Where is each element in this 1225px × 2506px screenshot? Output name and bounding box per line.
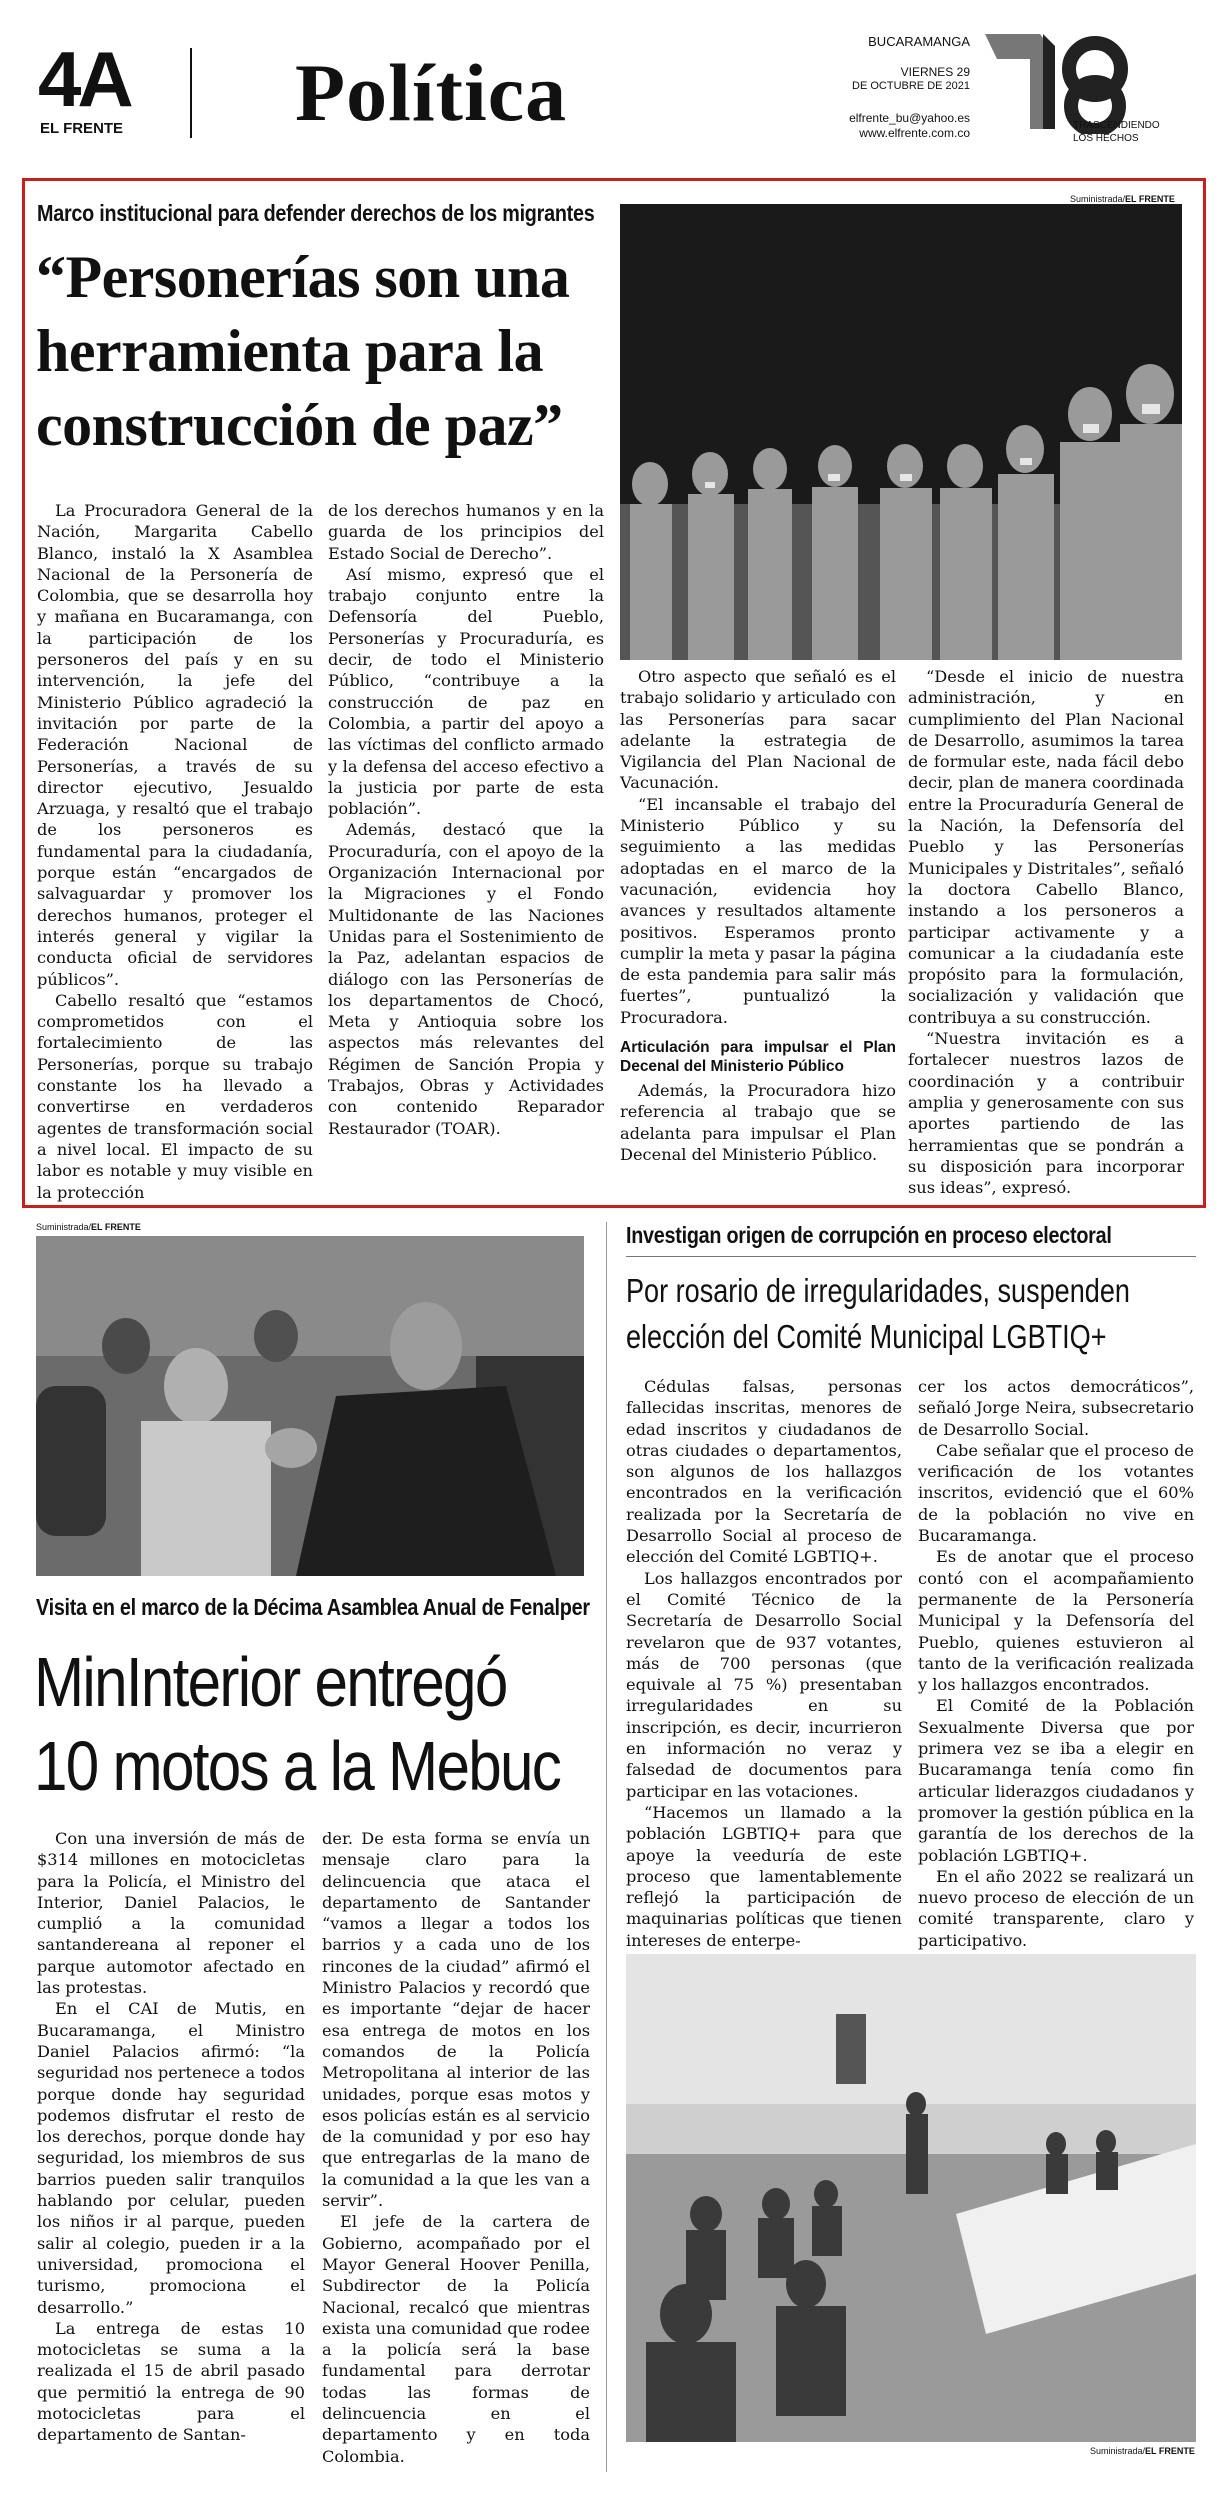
paragraph: En el año 2022 se realizará un nuevo proceso de elección de un comité transparente, claro y participativo. [918, 1866, 1194, 1950]
email[interactable]: elfrente_bu@yahoo.es [849, 111, 970, 125]
article3-column-2 [918, 1376, 1194, 1951]
article1-photo [620, 204, 1182, 660]
article2-photo-credit [36, 1222, 141, 1232]
paragraph: Otro aspecto que señaló es el trabajo solidario y articulado con las Personerías para sacar adelante la estrategia de Vigilancia del Plan Nacional de Vacunación. [620, 667, 896, 793]
article2-kicker: Visita en el marco de la Décima Asamblea Anual de Fenalper [36, 1594, 590, 1620]
officials-photo-icon [620, 204, 1182, 660]
article1-headline [36, 240, 616, 462]
article1-subhead: Articulación para impulsar el Plan Decenal del Ministerio Público [620, 1039, 896, 1076]
paragraph: Con una inversión de más de $314 millones en motocicletas para la Policía, el Ministro del Interior, Daniel Palacios, le cumplió a la comunidad santandereana al reponer el parque automotor afectado en las protestas. [37, 1829, 305, 1998]
article2-headline [34, 1640, 594, 1808]
date-block [800, 34, 970, 141]
article2-photo [36, 1236, 584, 1576]
paragraph: “Nuestra invitación es a fortalecer nuestros lazos de coordinación y a contribuir amplia y generosamente con sus aportes partiendo de las herramientas que se pondrán a su disposición para incorporar sus ideas”, expresó. [908, 1029, 1184, 1198]
article1-column-4 [908, 666, 1184, 1198]
article1-headline-line1: “Personerías son una [36, 244, 570, 310]
meeting-room-photo-icon [626, 1954, 1196, 2442]
article1-headline-line2: herramienta para la [36, 318, 544, 384]
paragraph: Cabello resaltó que “estamos comprometidos con el fortalecimiento de las Personerías, porque su trabajo constante los ha llevado a convertirse en verdaderos agentes de transformación social a nivel local. El impacto de su labor es notable y muy visible en la protección [37, 990, 313, 1202]
paragraph: “El incansable el trabajo del Ministerio Público y su seguimiento a las medidas adoptadas en el marco de la vacunación, evidencia hoy avances y resultados altamente positivos. Esperamos pronto cumplir la meta y pasar la página de esta pandemia para salir más fuertes”, puntualizó la Procuradora. [620, 794, 896, 1027]
date: DE OCTUBRE DE 2021 [852, 80, 970, 92]
paragraph: El Comité de la Población Sexualmente Diversa que por primera vez se iba a elegir en Bucaramanga tenía como fin articular liderazgos ciudadanos y promover la gestión pública en la garantía de los derechos de la población LGBTIQ+. [918, 1696, 1194, 1865]
paragraph: de los derechos humanos y en la guarda de los principios del Estado Social de Derecho”. [328, 501, 604, 563]
paragraph: Es de anotar que el proceso contó con el acompañamiento permanente de la Personería Municipal y la Defensoría del Pueblo, quienes estuvieron al tanto de la verificación realizada y los hallazgos encontrados. [918, 1547, 1194, 1695]
article1-headline-line3: construcción de paz” [36, 392, 563, 458]
paragraph: Cédulas falsas, personas fallecidas inscritas, menores de edad inscritos y ciudadanos de otras ciudades o departamentos, son algunos de los hallazgos encontrados en la verificación realizada por la Secretaría de Desarrollo Social al proceso de elección del Comité LGBTIQ+. [626, 1377, 902, 1567]
paragraph: Además, la Procuradora hizo referencia al trabajo que se adelanta para impulsar el Plan Decenal del Ministerio Público. [620, 1081, 896, 1164]
logo-tagline-2: LOS HECHOS [1073, 133, 1139, 144]
article1-column-2 [328, 500, 604, 1139]
paragraph: der. De esta forma se envía un mensaje claro para la delincuencia que ataca el departamento de Santander “vamos a llegar a todos los barrios y a cada uno de los rincones de la ciudad” afirmó el Ministro Palacios y recordó que es importante “dejar de hacer esa entrega de motos en los comandos de la Policía Metropolitana al interior de las unidades, porque esas motos y esos policías están es al servicio de la comunidad y por eso hay que entregarlas de la mano de la comunidad a la que les van a servir”. [322, 1829, 590, 2211]
city: BUCARAMANGA [868, 34, 970, 49]
credit-prefix: Suministrada/ [1090, 2446, 1146, 2456]
credit-prefix: Suministrada/ [1070, 194, 1126, 204]
paragraph: En el CAI de Mutis, en Bucaramanga, el Ministro Daniel Palacios afirmó: “la seguridad nos pertenece a todos porque donde hay seguridad podemos disfrutar el resto de los derechos, porque donde hay seguridad, los miembros de sus barrios pueden salir tranquilos hablando por celular, pueden los niños ir al parque, pueden salir al colegio, pueden ir a la universidad, promociona el turismo, promociona el desarrollo.” [37, 1999, 305, 2317]
logo-18-icon [985, 34, 1145, 134]
article1-column-3 [620, 666, 896, 1165]
article1-kicker: Marco institucional para defender derechos de los migrantes [37, 200, 595, 226]
article2-column-1 [37, 1828, 305, 2446]
paragraph: El jefe de la cartera de Gobierno, acompañado por el Mayor General Hoover Penilla, Subdirector de la Policía Nacional, recalcó que mientras exista una comunidad que rodee a la policía será la base fundamental para derrotar todas las formas de delincuencia en el departamento y en toda Colombia. [322, 2212, 590, 2466]
day: VIERNES 29 [900, 65, 970, 79]
page-header [0, 0, 1225, 170]
paragraph: cer los actos democráticos”, señaló Jorge Neira, subsecretario de Desarrollo Social. [918, 1377, 1194, 1439]
article1-photo-credit [1070, 194, 1175, 204]
article3-column-1 [626, 1376, 902, 1951]
article3-photo [626, 1954, 1196, 2442]
article1-column-1 [37, 500, 313, 1203]
article3-kicker-underline [626, 1256, 1196, 1257]
page-number: 4A [38, 35, 130, 123]
article3-photo-credit [1090, 2446, 1195, 2456]
paragraph: Cabe señalar que el proceso de verificación de los votantes inscritos, evidenció que el 60% de la población no vive en Bucaramanga. [918, 1440, 1194, 1546]
logo-tagline-1: TRASCENDIENDO [1073, 120, 1160, 131]
article3-headline [626, 1268, 1206, 1360]
minister-handshake-photo-icon [36, 1236, 584, 1576]
header-divider [190, 48, 192, 138]
section-title: Política [295, 47, 568, 138]
article2-column-2 [322, 1828, 590, 2467]
paragraph: La entrega de estas 10 motocicletas se suma a la realizada el 15 de abril pasado que permitió la entrega de 90 motocicletas para el departamento de Santan- [37, 2318, 305, 2445]
paragraph: Así mismo, expresó que el trabajo conjunto entre la Defensoría del Pueblo, Personerías y Procuraduría, es decir, de todo el Ministerio Público, “contribuye a la construcción de paz en Colombia, a partir del apoyo a las víctimas del conflicto armado y la defensa del acceso efectivo a la justicia por parte de esta población”. [328, 564, 604, 819]
article2-headline-line1: MinInterior entregó [34, 1643, 507, 1721]
article3-kicker: Investigan origen de corrupción en proceso electoral [626, 1222, 1112, 1248]
credit-paper: EL FRENTE [91, 1222, 141, 1232]
article3-headline-line2: elección del Comité Municipal LGBTIQ+ [626, 1318, 1107, 1355]
article2-headline-line2: 10 motos a la Mebuc [34, 1727, 561, 1805]
article3-headline-line1: Por rosario de irregularidades, suspenden [626, 1272, 1130, 1309]
paragraph: “Hacemos un llamado a la población LGBTIQ+ para que apoye la veeduría de este proceso que lamentablemente reflejó la participación de maquinarias políticas que tienen intereses de enterpe- [626, 1802, 902, 1950]
credit-prefix: Suministrada/ [36, 1222, 92, 1232]
paragraph: La Procuradora General de la Nación, Margarita Cabello Blanco, instaló la X Asamblea Nacional de la Personería de Colombia, que se desarrolla hoy y mañana en Bucaramanga, con la participación de los personeros del país y en su intervención, la jefe del Ministerio Público agradeció la invitación por parte de la Federación Nacional de Personerías, a través de su director ejecutivo, Jesualdo Arzuaga, y resaltó que el trabajo de los personeros es fundamental para la ciudadanía, porque están “encargados de salvaguardar y promover los derechos humanos, proteger el interés general y vigilar la conducta oficial de servidores públicos”. [37, 501, 313, 989]
column-divider [606, 1222, 607, 2472]
credit-paper: EL FRENTE [1145, 2446, 1195, 2456]
anniversary-logo [985, 34, 1160, 156]
paper-name: EL FRENTE [40, 120, 124, 137]
website[interactable]: www.elfrente.com.co [859, 126, 970, 140]
paragraph: Además, destacó que la Procuraduría, con el apoyo de la Organización Internacional por la Migraciones y el Fondo Multidonante de las Naciones Unidas para el Sostenimiento de la Paz, adelantan espacios de diálogo con las Personerías de los departamentos de Chocó, Meta y Antioquia sobre los aspectos más relevantes del Régimen de Sanción Propia y Trabajos, Obras y Actividades con contenido Reparador Restaurador (TOAR). [328, 820, 604, 1138]
paragraph: Los hallazgos encontrados por el Comité Técnico de la Secretaría de Desarrollo Social revelaron que de 937 votantes, más de 700 personas (que equivale al 75 %) presentaban irregularidades en su inscripción, es decir, incurrieron en información no veraz y falsedad de documentos para participar en las votaciones. [626, 1568, 902, 1801]
paragraph: “Desde el inicio de nuestra administración, y en cumplimiento del Plan Nacional de Desarrollo, asumimos la tarea de formular este, nada fácil debo decir, plan de manera coordinada entre la Procuraduría General de la Nación, la Defensoría del Pueblo y las Personerías Municipales y Distritales”, señaló la doctora Cabello Blanco, instando a los personeros a participar activamente y a comunicar a la ciudadanía este propósito para la formulación, socialización y validación que contribuya a su construcción. [908, 667, 1184, 1027]
credit-paper: EL FRENTE [1125, 194, 1175, 204]
